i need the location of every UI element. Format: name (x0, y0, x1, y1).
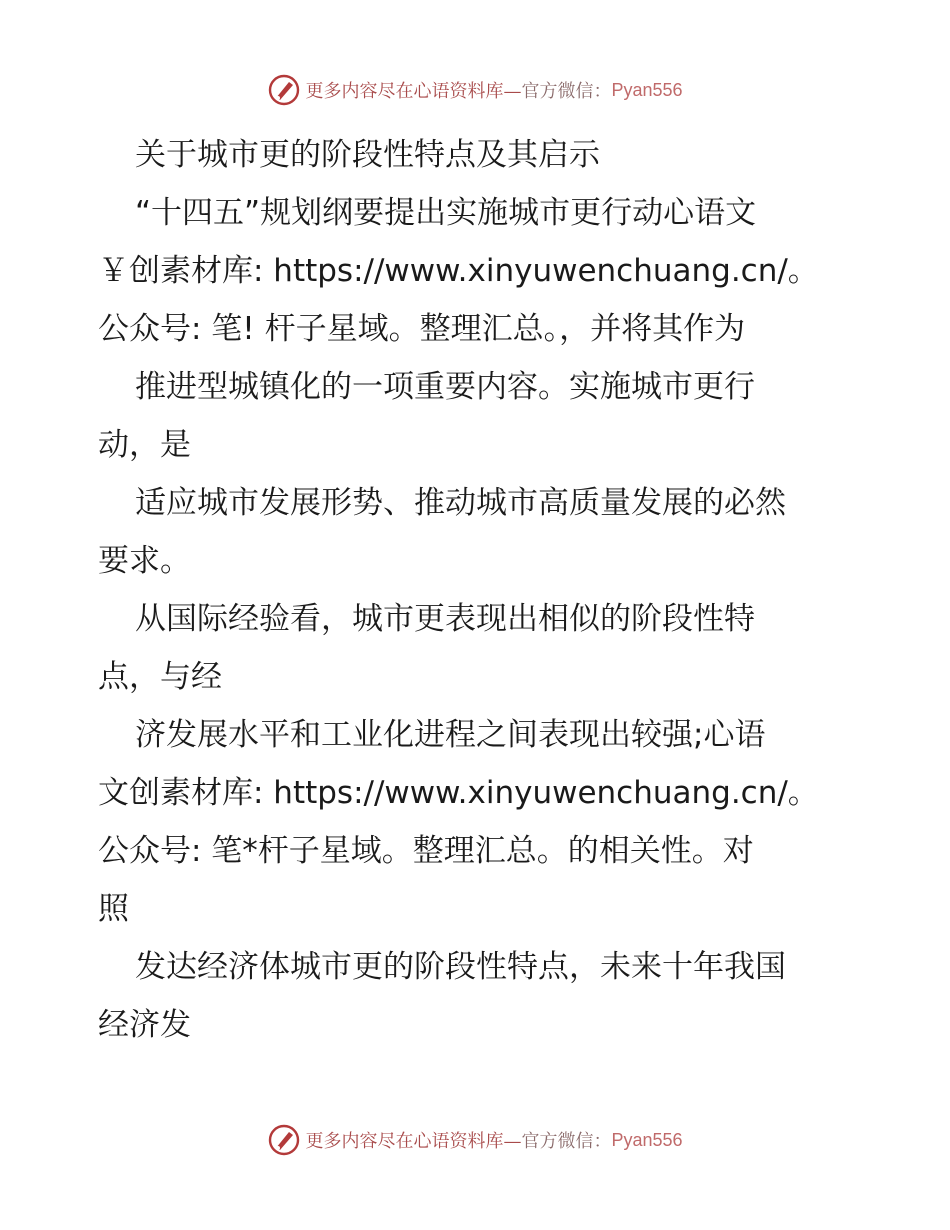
body-line: 从国际经验看，城市更表现出相似的阶段性特 (135, 601, 755, 637)
body-line: 动，是 (98, 427, 191, 463)
body-line: 适应城市发展形势、推动城市高质量发展的必然 (135, 485, 786, 521)
footer-banner-text: 更多内容尽在心语资料库— (305, 1131, 522, 1152)
footer-wechat-id: Pyan556 (611, 1129, 683, 1150)
body-line: 发达经济体城市更的阶段性特点，未来十年我国 (135, 949, 786, 985)
body-line: 经济发 (98, 1007, 191, 1043)
body-line: ￥创素材库: https://www.xinyuwenchuang.cn/。 (98, 253, 819, 289)
header-wechat-id: Pyan556 (611, 79, 683, 100)
body-line: 关于城市更的阶段性特点及其启示 (135, 137, 600, 173)
body-line: 推进型城镇化的一项重要内容。实施城市更行 (135, 369, 755, 405)
body-line: 要求。 (98, 543, 191, 579)
header-wechat-label: 官方微信： (521, 81, 612, 102)
body-line: “十四五”规划纲要提出实施城市更行动心语文 (135, 195, 757, 231)
body-line: 照 (98, 891, 129, 927)
footer-wechat-label: 官方微信： (521, 1131, 612, 1152)
body-line: 公众号: 笔! 杆子星域。整理汇总。，并将其作为 (98, 311, 746, 347)
body-line: 点，与经 (98, 659, 222, 695)
header-banner (0, 72, 950, 108)
header-banner-text: 更多内容尽在心语资料库— (305, 81, 522, 102)
body-line: 文创素材库: https://www.xinyuwenchuang.cn/。 (98, 775, 819, 811)
pen-logo-icon (267, 73, 301, 107)
footer-banner (0, 1122, 950, 1158)
body-line: 公众号: 笔*杆子星域。整理汇总。的相关性。对 (98, 833, 754, 869)
document-body (98, 126, 858, 1054)
body-line: 济发展水平和工业化进程之间表现出较强;心语 (135, 717, 766, 753)
pen-logo-icon (267, 1123, 301, 1157)
